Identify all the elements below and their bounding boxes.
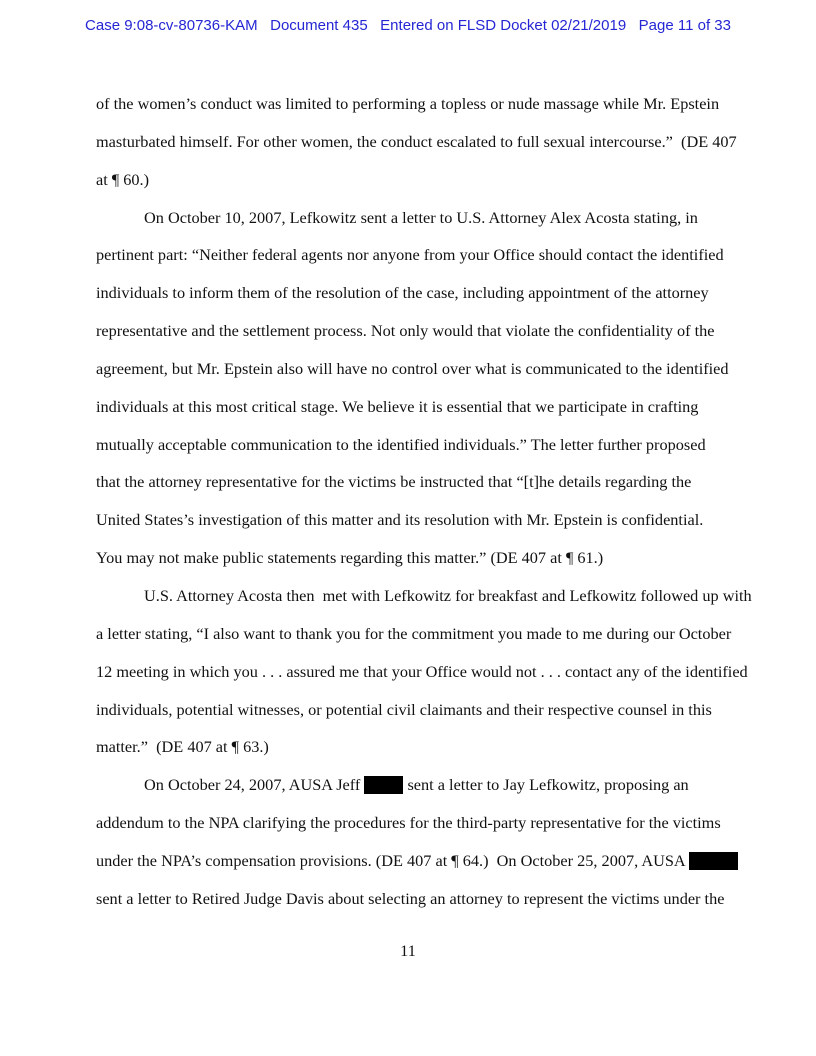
text-line: that the attorney representative for the victims be instructed that “[t]he details regarding the [96,472,692,492]
docket-stamp: Case 9:08-cv-80736-KAM Document 435 Entered on FLSD Docket 02/21/2019 Page 11 of 33 [85,17,731,34]
text-line: individuals to inform them of the resolution of the case, including appointment of the attorney [96,283,709,303]
document-body [96,85,756,918]
text-line: individuals at this most critical stage. We believe it is essential that we participate in crafting [96,396,699,416]
text-line: at ¶ 60.) [96,169,150,189]
text-line: a letter stating, “I also want to thank you for the commitment you made to me during our October [96,623,732,643]
text-line: mutually acceptable communication to the identified individuals.” The letter further proposed [96,434,706,454]
text-line: On October 10, 2007, Lefkowitz sent a letter to U.S. Attorney Alex Acosta stating, in [144,207,698,227]
text-line: under the NPA’s compensation provisions. (DE 407 at ¶ 64.) On October 25, 2007, AUSA [96,842,756,880]
text-line: pertinent part: “Neither federal agents nor anyone from your Office should contact the identified [96,245,724,265]
redaction-box [689,852,738,870]
text-line: United States’s investigation of this matter and its resolution with Mr. Epstein is confidential. [96,510,704,530]
text-line: representative and the settlement process. Not only would that violate the confidentiality of the [96,321,715,341]
text-line: agreement, but Mr. Epstein also will have no control over what is communicated to the identified [96,358,729,378]
text-line: You may not make public statements regarding this matter.” (DE 407 at ¶ 61.) [96,548,604,568]
text-line: 12 meeting in which you . . . assured me that your Office would not . . . contact any of the identified [96,661,748,681]
page-number: 11 [400,941,416,960]
text-line: of the women’s conduct was limited to performing a topless or nude massage while Mr. Epstein [96,94,720,113]
text-line: individuals, potential witnesses, or potential civil claimants and their respective counsel in this [96,699,712,719]
text-line: On October 24, 2007, AUSA Jeff sent a letter to Jay Lefkowitz, proposing an [144,775,689,795]
text-line: U.S. Attorney Acosta then met with Lefkowitz for breakfast and Lefkowitz followed up with [144,585,752,605]
text-line: addendum to the NPA clarifying the procedures for the third-party representative for the victims [96,813,721,833]
text-line: masturbated himself. For other women, the conduct escalated to full sexual intercourse.” (DE 407 [96,131,737,151]
text-line: matter.” (DE 407 at ¶ 63.) [96,737,269,757]
text-line: sent a letter to Retired Judge Davis about selecting an attorney to represent the victims under the [96,888,725,908]
redaction-box [364,776,403,794]
